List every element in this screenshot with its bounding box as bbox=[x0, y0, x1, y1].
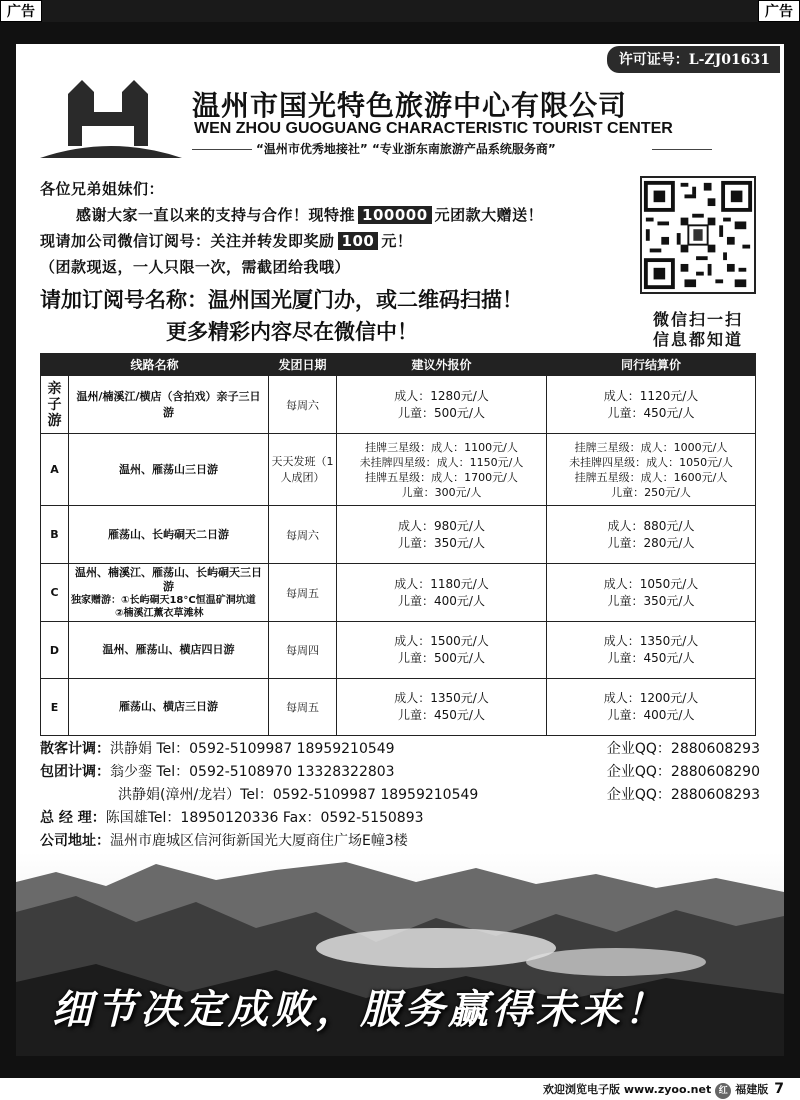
wechat-highlight: 更多精彩内容尽在微信中！ bbox=[166, 320, 418, 344]
ad-label-left: 广告 bbox=[0, 0, 42, 22]
contact-line: 总 经 理：陈国雄Tel：18950120336 Fax：0592-5150893 bbox=[40, 810, 424, 826]
company-slogan: “温州市优秀地接社” “专业浙东南旅游产品系统服务商” bbox=[256, 142, 556, 156]
footer-edition: 福建版 bbox=[735, 1083, 769, 1096]
route-name: 温州/楠溪江/横店（含拍戏）亲子三日游 bbox=[69, 376, 269, 434]
trade-price: 成人：1120元/人 儿童：450元/人 bbox=[547, 376, 756, 434]
company-logo-icon bbox=[36, 72, 186, 160]
top-bar bbox=[0, 0, 800, 22]
page-footer bbox=[0, 1078, 800, 1100]
table-row bbox=[41, 506, 756, 564]
company-name-cn: 温州市国光特色旅游中心有限公司 bbox=[192, 89, 628, 122]
table-row bbox=[41, 679, 756, 736]
promo-line-2: 现请加公司微信订阅号：关注并转发即奖励 100 元！ bbox=[40, 232, 413, 250]
contact-line: 包团计调：翁少銮 Tel：0592-5108970 13328322803 企业QQ：2880608290 bbox=[40, 761, 760, 784]
divider bbox=[192, 149, 252, 150]
promo-line-3: （团款现返，一人只限一次，需截团给我哦） bbox=[40, 258, 351, 276]
company-name-en: WEN ZHOU GUOGUANG CHARACTERISTIC TOURIST CENTER bbox=[194, 120, 673, 137]
promo-line-1: 感谢大家一直以来的支持与合作！现特推 100000 元团款大赠送！ bbox=[76, 206, 544, 224]
qq-number: 企业QQ：2880608293 bbox=[606, 741, 760, 757]
route-date: 天天发班（1人成团） bbox=[269, 434, 337, 506]
retail-price: 成人：1180元/人 儿童：400元/人 bbox=[337, 564, 547, 622]
red-badge-icon: 红 bbox=[715, 1083, 731, 1099]
route-date: 每周五 bbox=[269, 564, 337, 622]
trade-price: 成人：1200元/人 儿童：400元/人 bbox=[547, 679, 756, 736]
trade-price: 成人：1350元/人 儿童：450元/人 bbox=[547, 622, 756, 679]
route-code: 亲子游 bbox=[41, 376, 69, 434]
qq-number: 企业QQ：2880608290 bbox=[606, 764, 760, 780]
retail-price: 成人：980元/人 儿童：350元/人 bbox=[337, 506, 547, 564]
greeting: 各位兄弟姐妹们： bbox=[40, 180, 165, 198]
reward-amount: 100 bbox=[338, 232, 379, 250]
trade-price: 成人：880元/人 儿童：280元/人 bbox=[547, 506, 756, 564]
route-date: 每周四 bbox=[269, 622, 337, 679]
route-code: E bbox=[41, 679, 69, 736]
route-date: 每周六 bbox=[269, 376, 337, 434]
qq-number: 企业QQ：2880608293 bbox=[606, 787, 760, 803]
table-row bbox=[41, 622, 756, 679]
retail-price: 挂牌三星级：成人：1100元/人 未挂牌四星级：成人：1150元/人 挂牌五星级：成人：1700元/人 儿童：300元/人 bbox=[337, 434, 547, 506]
table-header-row bbox=[41, 354, 756, 376]
footer-site: 欢迎浏览电子版 www.zyoo.net bbox=[543, 1083, 712, 1096]
page-number: 7 bbox=[774, 1081, 784, 1097]
col-trade: 同行结算价 bbox=[547, 354, 756, 376]
divider bbox=[652, 149, 712, 150]
col-route: 线路名称 bbox=[41, 354, 269, 376]
route-name: 温州、楠溪江、雁荡山、长屿硐天三日游 独家赠游：①长屿硐天18°C恒温矿洞坑道 ②楠溪江薰衣草滩林 bbox=[69, 564, 269, 622]
route-name: 温州、雁荡山、横店四日游 bbox=[69, 622, 269, 679]
route-code: B bbox=[41, 506, 69, 564]
contact-info bbox=[40, 738, 760, 853]
retail-price: 成人：1280元/人 儿童：500元/人 bbox=[337, 376, 547, 434]
retail-price: 成人：1350元/人 儿童：450元/人 bbox=[337, 679, 547, 736]
route-date: 每周五 bbox=[269, 679, 337, 736]
route-code: A bbox=[41, 434, 69, 506]
ad-content bbox=[16, 44, 784, 1056]
trade-price: 挂牌三星级：成人：1000元/人 未挂牌四星级：成人：1050元/人 挂牌五星级：成人：1600元/人 儿童：250元/人 bbox=[547, 434, 756, 506]
table-row bbox=[41, 564, 756, 622]
col-retail: 建议外报价 bbox=[337, 354, 547, 376]
route-price-table bbox=[40, 353, 756, 736]
route-code: C bbox=[41, 564, 69, 622]
contact-line: 散客计调：洪静娟 Tel：0592-5109987 18959210549 企业QQ：2880608293 bbox=[40, 738, 760, 761]
route-date: 每周六 bbox=[269, 506, 337, 564]
route-name: 雁荡山、横店三日游 bbox=[69, 679, 269, 736]
retail-price: 成人：1500元/人 儿童：500元/人 bbox=[337, 622, 547, 679]
license-badge: 许可证号：L-ZJ01631 bbox=[607, 46, 780, 73]
contact-line: 洪静娟(漳州/龙岩）Tel：0592-5109987 18959210549 企业QQ：2880608293 bbox=[40, 784, 760, 807]
company-motto: 细节决定成败，服务赢得未来！ bbox=[52, 986, 668, 1033]
contact-line: 公司地址：温州市鹿城区信河街新国光大厦商住广场E幢3楼 bbox=[40, 833, 408, 849]
table-row bbox=[41, 434, 756, 506]
qr-caption: 微信扫一扫 信息都知道 bbox=[652, 310, 743, 349]
table-row bbox=[41, 376, 756, 434]
trade-price: 成人：1050元/人 儿童：350元/人 bbox=[547, 564, 756, 622]
route-code: D bbox=[41, 622, 69, 679]
route-name: 雁荡山、长屿硐天二日游 bbox=[69, 506, 269, 564]
qr-code-icon bbox=[640, 176, 756, 294]
promo-amount: 100000 bbox=[358, 206, 432, 224]
subscribe-highlight: 请加订阅号名称：温州国光厦门办，或二维码扫描！ bbox=[40, 288, 523, 312]
ad-label-right: 广告 bbox=[758, 0, 800, 22]
col-date: 发团日期 bbox=[269, 354, 337, 376]
route-name: 温州、雁荡山三日游 bbox=[69, 434, 269, 506]
